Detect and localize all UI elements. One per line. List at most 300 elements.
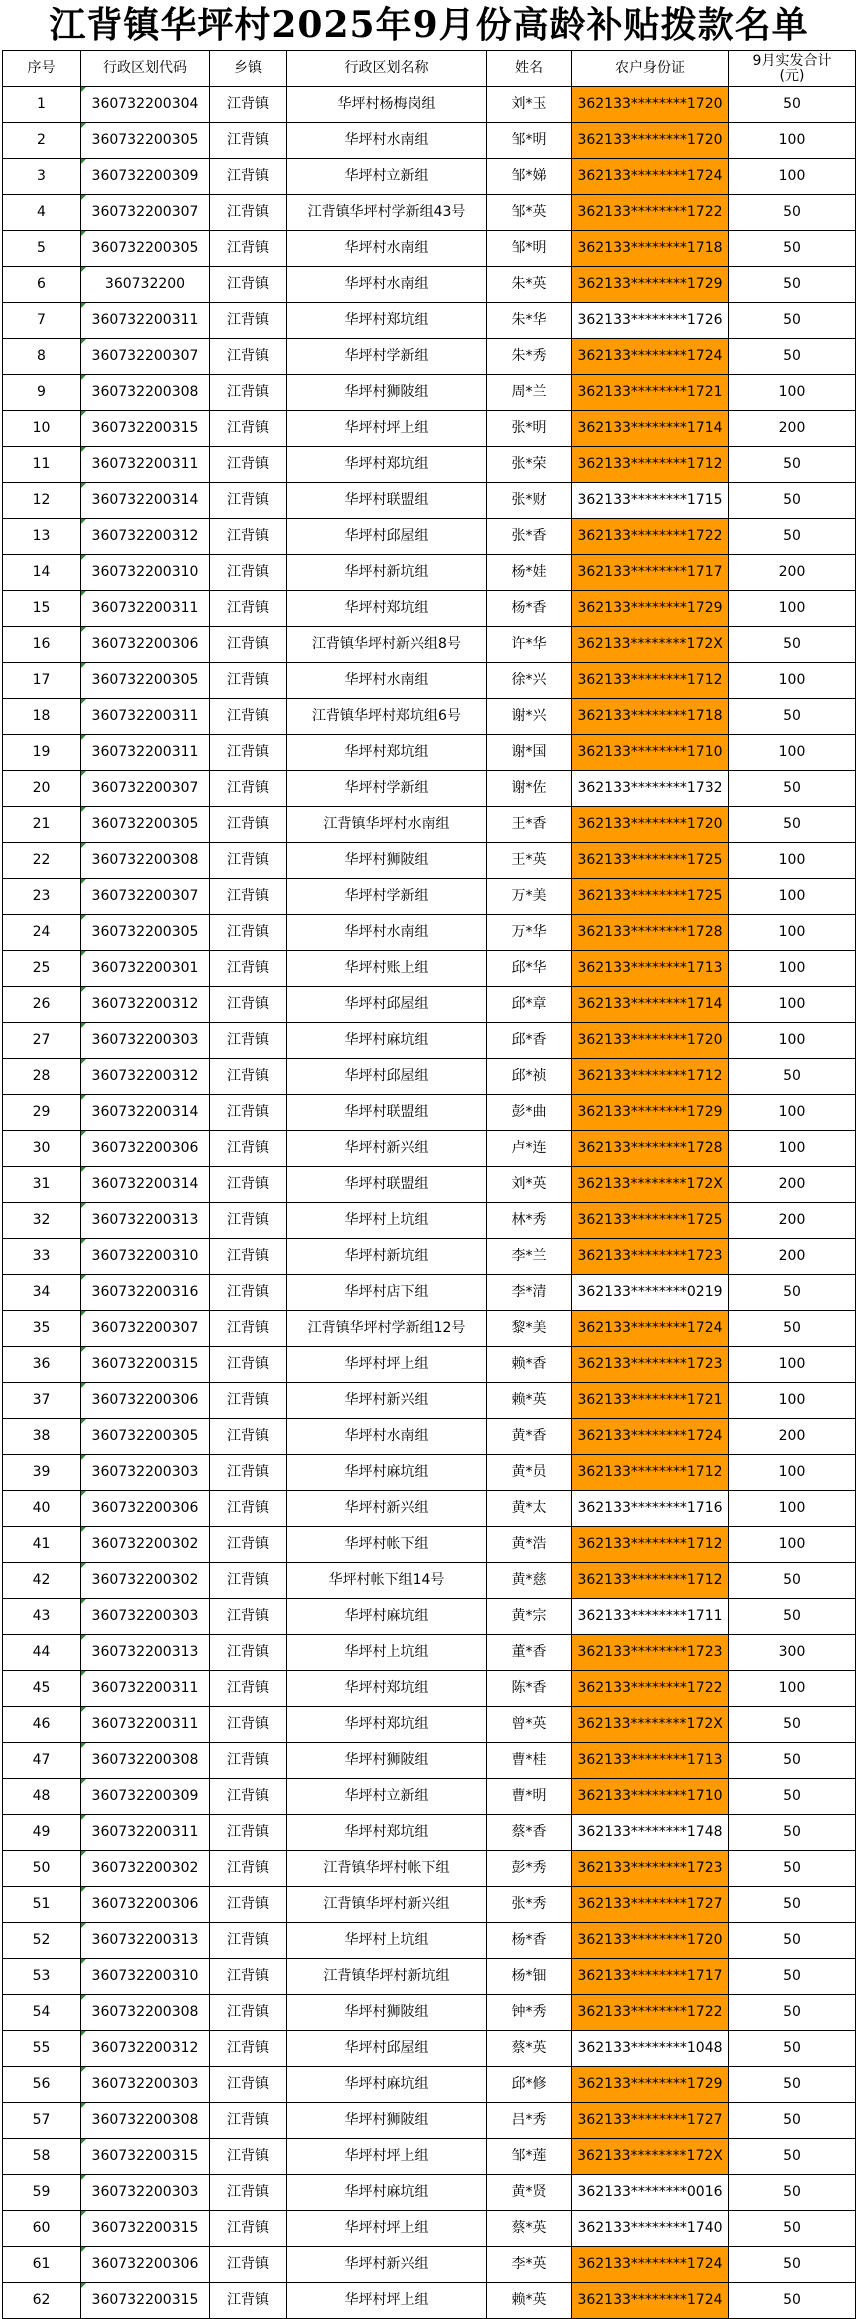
cell-amount: 50 <box>729 1959 856 1995</box>
cell-id: 362133********1720 <box>572 1023 729 1059</box>
cell-seq: 56 <box>3 2067 81 2103</box>
cell-id: 362133********1720 <box>572 1923 729 1959</box>
cell-area: 华坪村邱屋组 <box>287 1059 487 1095</box>
cell-id: 362133********1712 <box>572 1059 729 1095</box>
page-title: 江背镇华坪村2025年9月份高龄补贴拨款名单 <box>49 4 809 46</box>
cell-code: 360732200303 <box>81 1455 210 1491</box>
cell-name: 张*荣 <box>487 447 572 483</box>
cell-name: 黄*太 <box>487 1491 572 1527</box>
cell-amount: 100 <box>729 123 856 159</box>
cell-town: 江背镇 <box>210 1563 287 1599</box>
cell-town: 江背镇 <box>210 1779 287 1815</box>
header-amount-line2: (元) <box>779 67 805 84</box>
cell-area: 华坪村水南组 <box>287 1419 487 1455</box>
cell-code: 360732200305 <box>81 663 210 699</box>
cell-name: 王*香 <box>487 807 572 843</box>
cell-seq: 50 <box>3 1851 81 1887</box>
cell-name: 邹*娣 <box>487 159 572 195</box>
cell-area: 江背镇华坪村郑坑组6号 <box>287 699 487 735</box>
cell-area: 华坪村郑坑组 <box>287 1815 487 1851</box>
cell-area: 华坪村立新组 <box>287 159 487 195</box>
cell-name: 谢*兴 <box>487 699 572 735</box>
cell-amount: 50 <box>729 807 856 843</box>
cell-amount: 50 <box>729 267 856 303</box>
table-row <box>3 555 856 591</box>
cell-seq: 14 <box>3 555 81 591</box>
cell-seq: 61 <box>3 2247 81 2283</box>
cell-name: 曾*英 <box>487 1707 572 1743</box>
cell-name: 邱*章 <box>487 987 572 1023</box>
cell-area: 华坪村邱屋组 <box>287 987 487 1023</box>
cell-seq: 8 <box>3 339 81 375</box>
cell-code: 360732200306 <box>81 627 210 663</box>
cell-town: 江背镇 <box>210 1743 287 1779</box>
cell-id: 362133********1727 <box>572 2103 729 2139</box>
cell-town: 江背镇 <box>210 2103 287 2139</box>
cell-id: 362133********1723 <box>572 1347 729 1383</box>
cell-seq: 6 <box>3 267 81 303</box>
cell-amount: 100 <box>729 1131 856 1167</box>
cell-area: 华坪村新兴组 <box>287 1491 487 1527</box>
table-row <box>3 1635 856 1671</box>
cell-amount: 100 <box>729 879 856 915</box>
cell-name: 杨*香 <box>487 591 572 627</box>
cell-amount: 100 <box>729 1491 856 1527</box>
cell-code: 360732200308 <box>81 843 210 879</box>
cell-area: 华坪村邱屋组 <box>287 519 487 555</box>
cell-amount: 50 <box>729 339 856 375</box>
table-row <box>3 2247 856 2283</box>
cell-seq: 19 <box>3 735 81 771</box>
cell-id: 362133********1710 <box>572 735 729 771</box>
cell-code: 360732200306 <box>81 2247 210 2283</box>
cell-amount: 50 <box>729 2211 856 2247</box>
cell-seq: 42 <box>3 1563 81 1599</box>
cell-code: 360732200308 <box>81 1743 210 1779</box>
cell-amount: 200 <box>729 1239 856 1275</box>
cell-id: 362133********1722 <box>572 195 729 231</box>
table-row <box>3 1743 856 1779</box>
cell-seq: 23 <box>3 879 81 915</box>
cell-amount: 50 <box>729 627 856 663</box>
cell-town: 江背镇 <box>210 1383 287 1419</box>
table-row <box>3 1959 856 1995</box>
cell-area: 华坪村学新组 <box>287 879 487 915</box>
cell-town: 江背镇 <box>210 231 287 267</box>
cell-town: 江背镇 <box>210 1707 287 1743</box>
cell-town: 江背镇 <box>210 1995 287 2031</box>
cell-town: 江背镇 <box>210 2283 287 2319</box>
cell-code: 360732200309 <box>81 1779 210 1815</box>
cell-town: 江背镇 <box>210 339 287 375</box>
header-area: 行政区划名称 <box>287 51 487 87</box>
cell-seq: 27 <box>3 1023 81 1059</box>
table-row <box>3 987 856 1023</box>
table-row <box>3 159 856 195</box>
cell-id: 362133********1710 <box>572 1779 729 1815</box>
cell-seq: 16 <box>3 627 81 663</box>
cell-area: 华坪村郑坑组 <box>287 447 487 483</box>
cell-code: 360732200311 <box>81 1815 210 1851</box>
cell-amount: 50 <box>729 195 856 231</box>
cell-town: 江背镇 <box>210 735 287 771</box>
cell-area: 华坪村账上组 <box>287 951 487 987</box>
cell-area: 华坪村新坑组 <box>287 1239 487 1275</box>
cell-code: 360732200307 <box>81 195 210 231</box>
cell-area: 华坪村帐下组14号 <box>287 1563 487 1599</box>
cell-area: 华坪村立新组 <box>287 1779 487 1815</box>
cell-name: 邱*修 <box>487 2067 572 2103</box>
cell-seq: 22 <box>3 843 81 879</box>
cell-amount: 50 <box>729 1995 856 2031</box>
cell-code: 360732200306 <box>81 1131 210 1167</box>
cell-code: 360732200312 <box>81 1059 210 1095</box>
table-row <box>3 699 856 735</box>
cell-id: 362133********1712 <box>572 447 729 483</box>
cell-seq: 35 <box>3 1311 81 1347</box>
table-row <box>3 339 856 375</box>
cell-id: 362133********1717 <box>572 1959 729 1995</box>
cell-seq: 53 <box>3 1959 81 1995</box>
table-body <box>3 87 856 2319</box>
cell-town: 江背镇 <box>210 2247 287 2283</box>
cell-town: 江背镇 <box>210 591 287 627</box>
table-row <box>3 1095 856 1131</box>
table-row <box>3 2211 856 2247</box>
cell-town: 江背镇 <box>210 807 287 843</box>
cell-name: 黄*贤 <box>487 2175 572 2211</box>
cell-name: 黄*宗 <box>487 1599 572 1635</box>
cell-area: 华坪村郑坑组 <box>287 591 487 627</box>
cell-name: 邱*华 <box>487 951 572 987</box>
cell-code: 360732200313 <box>81 1635 210 1671</box>
cell-seq: 37 <box>3 1383 81 1419</box>
cell-area: 华坪村联盟组 <box>287 1167 487 1203</box>
cell-name: 黎*美 <box>487 1311 572 1347</box>
cell-code: 360732200311 <box>81 1707 210 1743</box>
cell-amount: 50 <box>729 1779 856 1815</box>
cell-area: 华坪村店下组 <box>287 1275 487 1311</box>
cell-id: 362133********0016 <box>572 2175 729 2211</box>
cell-amount: 50 <box>729 1563 856 1599</box>
cell-name: 许*华 <box>487 627 572 663</box>
cell-amount: 50 <box>729 1059 856 1095</box>
cell-id: 362133********1729 <box>572 591 729 627</box>
cell-seq: 5 <box>3 231 81 267</box>
cell-amount: 100 <box>729 1527 856 1563</box>
cell-name: 赖*英 <box>487 1383 572 1419</box>
cell-amount: 100 <box>729 1347 856 1383</box>
cell-name: 张*财 <box>487 483 572 519</box>
cell-seq: 41 <box>3 1527 81 1563</box>
cell-town: 江背镇 <box>210 1491 287 1527</box>
cell-code: 360732200305 <box>81 1419 210 1455</box>
cell-name: 黄*香 <box>487 1419 572 1455</box>
cell-id: 362133********1740 <box>572 2211 729 2247</box>
cell-seq: 26 <box>3 987 81 1023</box>
cell-area: 华坪村杨梅岗组 <box>287 87 487 123</box>
table-row <box>3 1599 856 1635</box>
header-id: 农户身份证 <box>572 51 729 87</box>
cell-name: 吕*秀 <box>487 2103 572 2139</box>
cell-seq: 28 <box>3 1059 81 1095</box>
cell-seq: 39 <box>3 1455 81 1491</box>
cell-seq: 20 <box>3 771 81 807</box>
table-row <box>3 1383 856 1419</box>
cell-area: 华坪村新兴组 <box>287 2247 487 2283</box>
cell-id: 362133********1720 <box>572 87 729 123</box>
cell-town: 江背镇 <box>210 1671 287 1707</box>
cell-town: 江背镇 <box>210 303 287 339</box>
cell-town: 江背镇 <box>210 1815 287 1851</box>
table-row <box>3 951 856 987</box>
cell-name: 蔡*英 <box>487 2031 572 2067</box>
table-row <box>3 195 856 231</box>
table-row <box>3 1275 856 1311</box>
cell-amount: 50 <box>729 2283 856 2319</box>
cell-id: 362133********1722 <box>572 1995 729 2031</box>
cell-area: 华坪村郑坑组 <box>287 303 487 339</box>
cell-code: 360732200311 <box>81 591 210 627</box>
cell-amount: 50 <box>729 771 856 807</box>
cell-id: 362133********1711 <box>572 1599 729 1635</box>
cell-amount: 100 <box>729 159 856 195</box>
table-row <box>3 591 856 627</box>
table-row <box>3 2283 856 2319</box>
cell-code: 360732200311 <box>81 447 210 483</box>
cell-code: 360732200310 <box>81 555 210 591</box>
cell-amount: 100 <box>729 1671 856 1707</box>
table-row <box>3 1671 856 1707</box>
cell-name: 黄*员 <box>487 1455 572 1491</box>
cell-seq: 52 <box>3 1923 81 1959</box>
cell-seq: 57 <box>3 2103 81 2139</box>
cell-town: 江背镇 <box>210 519 287 555</box>
cell-amount: 200 <box>729 1419 856 1455</box>
cell-amount: 50 <box>729 699 856 735</box>
cell-seq: 34 <box>3 1275 81 1311</box>
cell-id: 362133********1724 <box>572 2283 729 2319</box>
cell-id: 362133********1723 <box>572 1851 729 1887</box>
cell-town: 江背镇 <box>210 267 287 303</box>
cell-id: 362133********1732 <box>572 771 729 807</box>
cell-code: 360732200303 <box>81 1599 210 1635</box>
cell-seq: 55 <box>3 2031 81 2067</box>
cell-name: 张*香 <box>487 519 572 555</box>
cell-seq: 17 <box>3 663 81 699</box>
cell-town: 江背镇 <box>210 1023 287 1059</box>
cell-code: 360732200307 <box>81 771 210 807</box>
cell-amount: 50 <box>729 2067 856 2103</box>
table-row <box>3 1995 856 2031</box>
table-row <box>3 771 856 807</box>
cell-area: 华坪村狮陂组 <box>287 1995 487 2031</box>
cell-id: 362133********172X <box>572 2139 729 2175</box>
cell-id: 362133********1713 <box>572 951 729 987</box>
cell-code: 360732200313 <box>81 1923 210 1959</box>
cell-id: 362133********172X <box>572 1707 729 1743</box>
cell-town: 江背镇 <box>210 1635 287 1671</box>
cell-name: 谢*佐 <box>487 771 572 807</box>
cell-code: 360732200303 <box>81 2067 210 2103</box>
cell-seq: 15 <box>3 591 81 627</box>
cell-id: 362133********1727 <box>572 1887 729 1923</box>
cell-seq: 33 <box>3 1239 81 1275</box>
cell-seq: 38 <box>3 1419 81 1455</box>
cell-id: 362133********1729 <box>572 1095 729 1131</box>
cell-seq: 59 <box>3 2175 81 2211</box>
cell-id: 362133********1729 <box>572 2067 729 2103</box>
cell-name: 彭*曲 <box>487 1095 572 1131</box>
cell-code: 360732200311 <box>81 735 210 771</box>
cell-name: 陈*香 <box>487 1671 572 1707</box>
table-row <box>3 627 856 663</box>
cell-town: 江背镇 <box>210 1851 287 1887</box>
cell-seq: 21 <box>3 807 81 843</box>
header-code: 行政区划代码 <box>81 51 210 87</box>
cell-id: 362133********1724 <box>572 159 729 195</box>
cell-id: 362133********1723 <box>572 1635 729 1671</box>
cell-area: 江背镇华坪村帐下组 <box>287 1851 487 1887</box>
cell-seq: 13 <box>3 519 81 555</box>
cell-id: 362133********1725 <box>572 1203 729 1239</box>
cell-code: 360732200312 <box>81 987 210 1023</box>
cell-seq: 1 <box>3 87 81 123</box>
cell-area: 华坪村上坑组 <box>287 1635 487 1671</box>
cell-town: 江背镇 <box>210 1095 287 1131</box>
cell-town: 江背镇 <box>210 663 287 699</box>
header-amount <box>729 51 856 87</box>
cell-id: 362133********1714 <box>572 411 729 447</box>
cell-amount: 100 <box>729 1383 856 1419</box>
cell-amount: 50 <box>729 1707 856 1743</box>
cell-id: 362133********1714 <box>572 987 729 1023</box>
cell-seq: 60 <box>3 2211 81 2247</box>
cell-amount: 50 <box>729 1743 856 1779</box>
cell-name: 钟*秀 <box>487 1995 572 2031</box>
cell-town: 江背镇 <box>210 159 287 195</box>
cell-seq: 48 <box>3 1779 81 1815</box>
cell-area: 江背镇华坪村学新组43号 <box>287 195 487 231</box>
cell-amount: 100 <box>729 591 856 627</box>
cell-code: 360732200316 <box>81 1275 210 1311</box>
cell-area: 江背镇华坪村学新组12号 <box>287 1311 487 1347</box>
cell-area: 华坪村狮陂组 <box>287 375 487 411</box>
cell-id: 362133********1712 <box>572 663 729 699</box>
cell-code: 360732200306 <box>81 1491 210 1527</box>
table-row <box>3 1887 856 1923</box>
cell-town: 江背镇 <box>210 1167 287 1203</box>
cell-area: 华坪村上坑组 <box>287 1203 487 1239</box>
cell-amount: 50 <box>729 2247 856 2283</box>
cell-area: 江背镇华坪村新坑组 <box>287 1959 487 1995</box>
subsidy-table <box>2 50 856 2319</box>
cell-id: 362133********1717 <box>572 555 729 591</box>
cell-name: 赖*香 <box>487 1347 572 1383</box>
cell-name: 杨*香 <box>487 1923 572 1959</box>
header-row <box>3 51 856 87</box>
cell-amount: 100 <box>729 375 856 411</box>
cell-name: 蔡*香 <box>487 1815 572 1851</box>
cell-code: 360732200307 <box>81 1311 210 1347</box>
table-row <box>3 807 856 843</box>
cell-town: 江背镇 <box>210 1923 287 1959</box>
cell-amount: 100 <box>729 915 856 951</box>
cell-code: 360732200311 <box>81 303 210 339</box>
table-row <box>3 447 856 483</box>
cell-id: 362133********1721 <box>572 1383 729 1419</box>
cell-seq: 62 <box>3 2283 81 2319</box>
cell-name: 徐*兴 <box>487 663 572 699</box>
cell-town: 江背镇 <box>210 195 287 231</box>
cell-amount: 100 <box>729 843 856 879</box>
cell-id: 362133********1724 <box>572 1311 729 1347</box>
cell-name: 刘*英 <box>487 1167 572 1203</box>
cell-name: 李*清 <box>487 1275 572 1311</box>
cell-seq: 43 <box>3 1599 81 1635</box>
table-row <box>3 2175 856 2211</box>
cell-name: 黄*浩 <box>487 1527 572 1563</box>
cell-seq: 49 <box>3 1815 81 1851</box>
cell-town: 江背镇 <box>210 915 287 951</box>
cell-amount: 50 <box>729 303 856 339</box>
table-row <box>3 1707 856 1743</box>
cell-code: 360732200302 <box>81 1851 210 1887</box>
cell-code: 360732200314 <box>81 483 210 519</box>
cell-code: 360732200304 <box>81 87 210 123</box>
table-row <box>3 1527 856 1563</box>
cell-amount: 50 <box>729 1599 856 1635</box>
cell-town: 江背镇 <box>210 1059 287 1095</box>
cell-code: 360732200311 <box>81 1671 210 1707</box>
cell-amount: 200 <box>729 411 856 447</box>
table-row <box>3 1023 856 1059</box>
cell-id: 362133********1712 <box>572 1527 729 1563</box>
cell-seq: 54 <box>3 1995 81 2031</box>
cell-name: 邹*英 <box>487 195 572 231</box>
table-row <box>3 1131 856 1167</box>
cell-id: 362133********1720 <box>572 807 729 843</box>
cell-id: 362133********1718 <box>572 699 729 735</box>
cell-amount: 50 <box>729 447 856 483</box>
cell-code: 360732200 <box>81 267 210 303</box>
table-row <box>3 663 856 699</box>
cell-town: 江背镇 <box>210 699 287 735</box>
cell-area: 华坪村联盟组 <box>287 1095 487 1131</box>
cell-amount: 50 <box>729 2175 856 2211</box>
cell-town: 江背镇 <box>210 1419 287 1455</box>
cell-id: 362133********0219 <box>572 1275 729 1311</box>
cell-id: 362133********1725 <box>572 879 729 915</box>
cell-area: 华坪村郑坑组 <box>287 735 487 771</box>
cell-seq: 40 <box>3 1491 81 1527</box>
cell-name: 邱*祯 <box>487 1059 572 1095</box>
cell-area: 华坪村上坑组 <box>287 1923 487 1959</box>
cell-code: 360732200301 <box>81 951 210 987</box>
cell-town: 江背镇 <box>210 2211 287 2247</box>
cell-name: 邹*明 <box>487 123 572 159</box>
cell-town: 江背镇 <box>210 2031 287 2067</box>
cell-area: 华坪村学新组 <box>287 339 487 375</box>
table-row <box>3 2031 856 2067</box>
cell-area: 江背镇华坪村水南组 <box>287 807 487 843</box>
cell-area: 华坪村狮陂组 <box>287 843 487 879</box>
cell-name: 张*秀 <box>487 1887 572 1923</box>
cell-town: 江背镇 <box>210 2067 287 2103</box>
table-row <box>3 879 856 915</box>
cell-town: 江背镇 <box>210 1527 287 1563</box>
cell-id: 362133********1048 <box>572 2031 729 2067</box>
